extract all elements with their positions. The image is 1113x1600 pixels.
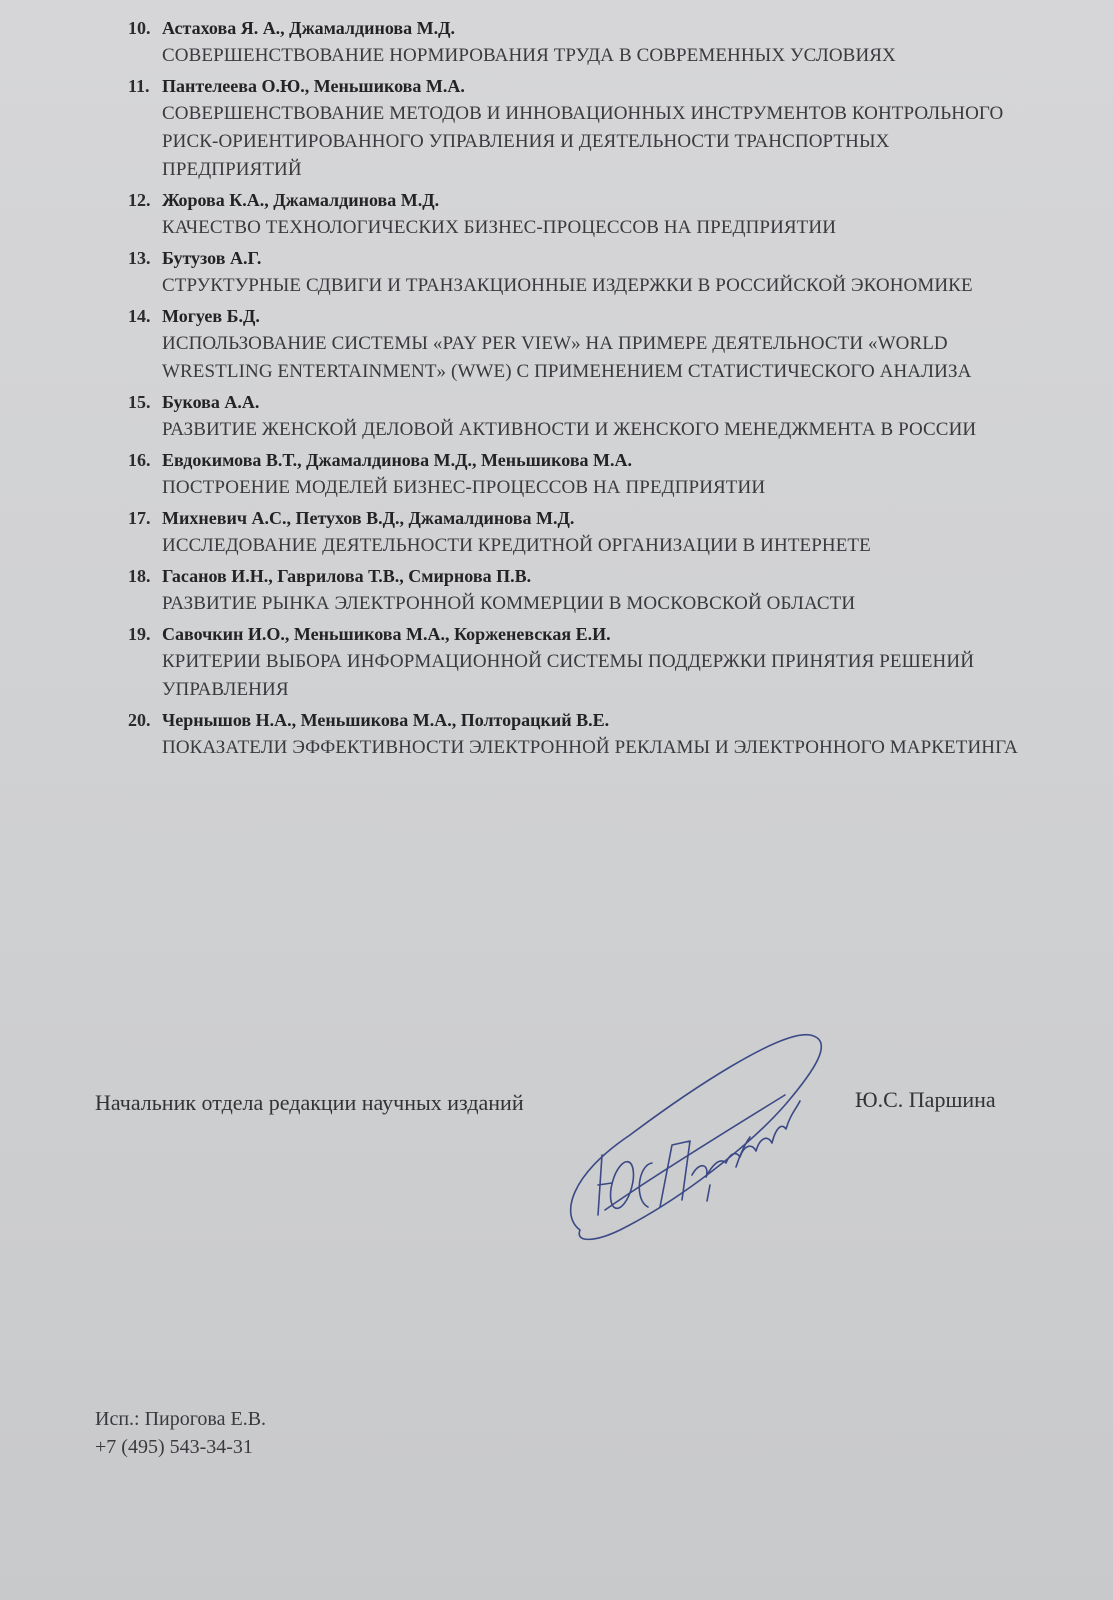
list-item: [128, 244, 1028, 300]
entry-body: [162, 244, 1028, 300]
entry-title: СОВЕРШЕНСТВОВАНИЕ НОРМИРОВАНИЯ ТРУДА В СОВРЕМЕННЫХ УСЛОВИЯХ: [162, 45, 896, 66]
entry-authors: Могуев Б.Д.: [162, 306, 260, 326]
entry-body: [162, 562, 1028, 618]
entry-title: СТРУКТУРНЫЕ СДВИГИ И ТРАНЗАКЦИОННЫЕ ИЗДЕРЖКИ В РОССИЙСКОЙ ЭКОНОМИКЕ: [162, 275, 973, 296]
entry-number: 15.: [128, 392, 151, 412]
entry-title: СОВЕРШЕНСТВОВАНИЕ МЕТОДОВ И ИННОВАЦИОННЫХ ИНСТРУМЕНТОВ КОНТРОЛЬНОГО РИСК-ОРИЕНТИРОВАННОГО УПРАВЛЕНИЯ И ДЕЯТЕЛЬНОСТИ ТРАНСПОРТНЫХ ПРЕДПРИЯТИЙ: [162, 103, 1004, 180]
entry-body: [162, 14, 1028, 70]
entry-title: РАЗВИТИЕ ЖЕНСКОЙ ДЕЛОВОЙ АКТИВНОСТИ И ЖЕНСКОГО МЕНЕДЖМЕНТА В РОССИИ: [162, 419, 977, 440]
list-item: [128, 14, 1028, 70]
entry-authors: Пантелеева О.Ю., Меньшикова М.А.: [162, 76, 465, 96]
entry-title: ПОСТРОЕНИЕ МОДЕЛЕЙ БИЗНЕС-ПРОЦЕССОВ НА ПРЕДПРИЯТИИ: [162, 477, 766, 498]
list-item: [128, 388, 1028, 444]
entry-body: [162, 446, 1028, 502]
signer-position: Начальник отдела редакции научных изданий: [95, 1090, 524, 1115]
entry-number: 14.: [128, 306, 151, 326]
entry-authors: Бутузов А.Г.: [162, 248, 262, 268]
entry-authors: Чернышов Н.А., Меньшикова М.А., Полторацкий В.Е.: [162, 710, 610, 730]
list-item: [128, 706, 1028, 762]
entry-authors: Савочкин И.О., Меньшикова М.А., Корженевская Е.И.: [162, 624, 611, 644]
list-item: [128, 562, 1028, 618]
signer-name: Ю.С. Паршина: [855, 1087, 996, 1112]
list-item: [128, 72, 1028, 184]
entry-body: [162, 72, 1028, 184]
entry-number: 20.: [128, 710, 151, 730]
entry-title: КАЧЕСТВО ТЕХНОЛОГИЧЕСКИХ БИЗНЕС-ПРОЦЕССОВ НА ПРЕДПРИЯТИИ: [162, 217, 837, 238]
entry-body: [162, 302, 1028, 386]
entry-authors: Гасанов И.Н., Гаврилова Т.В., Смирнова П.В.: [162, 566, 532, 586]
entry-body: [162, 706, 1028, 762]
entry-number: 12.: [128, 190, 151, 210]
entry-title: ИСПОЛЬЗОВАНИЕ СИСТЕМЫ «PAY PER VIEW» НА ПРИМЕРЕ ДЕЯТЕЛЬНОСТИ «WORLD WRESTLING ENTERTAINMENT» (WWE) С ПРИМЕНЕНИЕМ СТАТИСТИЧЕСКОГО АНАЛИЗА: [162, 333, 972, 382]
entry-authors: Михневич А.С., Петухов В.Д., Джамалдинова М.Д.: [162, 508, 575, 528]
entry-number: 17.: [128, 508, 151, 528]
entry-number: 16.: [128, 450, 151, 470]
list-item: [128, 302, 1028, 386]
entry-title: ИССЛЕДОВАНИЕ ДЕЯТЕЛЬНОСТИ КРЕДИТНОЙ ОРГАНИЗАЦИИ В ИНТЕРНЕТЕ: [162, 535, 871, 556]
entry-number: 18.: [128, 566, 151, 586]
entry-number: 11.: [128, 76, 150, 96]
list-item: [128, 446, 1028, 502]
handwritten-signature: [560, 1025, 830, 1265]
executor-block: [95, 1405, 266, 1461]
entry-title: ПОКАЗАТЕЛИ ЭФФЕКТИВНОСТИ ЭЛЕКТРОННОЙ РЕКЛАМЫ И ЭЛЕКТРОННОГО МАРКЕТИНГА: [162, 737, 1018, 758]
entry-number: 19.: [128, 624, 151, 644]
entry-body: [162, 504, 1028, 560]
entry-number: 13.: [128, 248, 151, 268]
entry-body: [162, 186, 1028, 242]
entry-title: КРИТЕРИИ ВЫБОРА ИНФОРМАЦИОННОЙ СИСТЕМЫ ПОДДЕРЖКИ ПРИНЯТИЯ РЕШЕНИЙ УПРАВЛЕНИЯ: [162, 651, 975, 700]
entry-authors: Евдокимова В.Т., Джамалдинова М.Д., Меньшикова М.А.: [162, 450, 633, 470]
list-item: [128, 186, 1028, 242]
entry-authors: Астахова Я. А., Джамалдинова М.Д.: [162, 18, 456, 38]
publication-list: [128, 14, 1028, 764]
entry-authors: Букова А.А.: [162, 392, 260, 412]
list-item: [128, 504, 1028, 560]
entry-authors: Жорова К.А., Джамалдинова М.Д.: [162, 190, 440, 210]
executor-phone: +7 (495) 543-34-31: [95, 1436, 253, 1458]
entry-body: [162, 620, 1028, 704]
entry-number: 10.: [128, 18, 151, 38]
list-item: [128, 620, 1028, 704]
entry-body: [162, 388, 1028, 444]
entry-title: РАЗВИТИЕ РЫНКА ЭЛЕКТРОННОЙ КОММЕРЦИИ В МОСКОВСКОЙ ОБЛАСТИ: [162, 593, 856, 614]
executor-name: Исп.: Пирогова Е.В.: [95, 1408, 267, 1430]
